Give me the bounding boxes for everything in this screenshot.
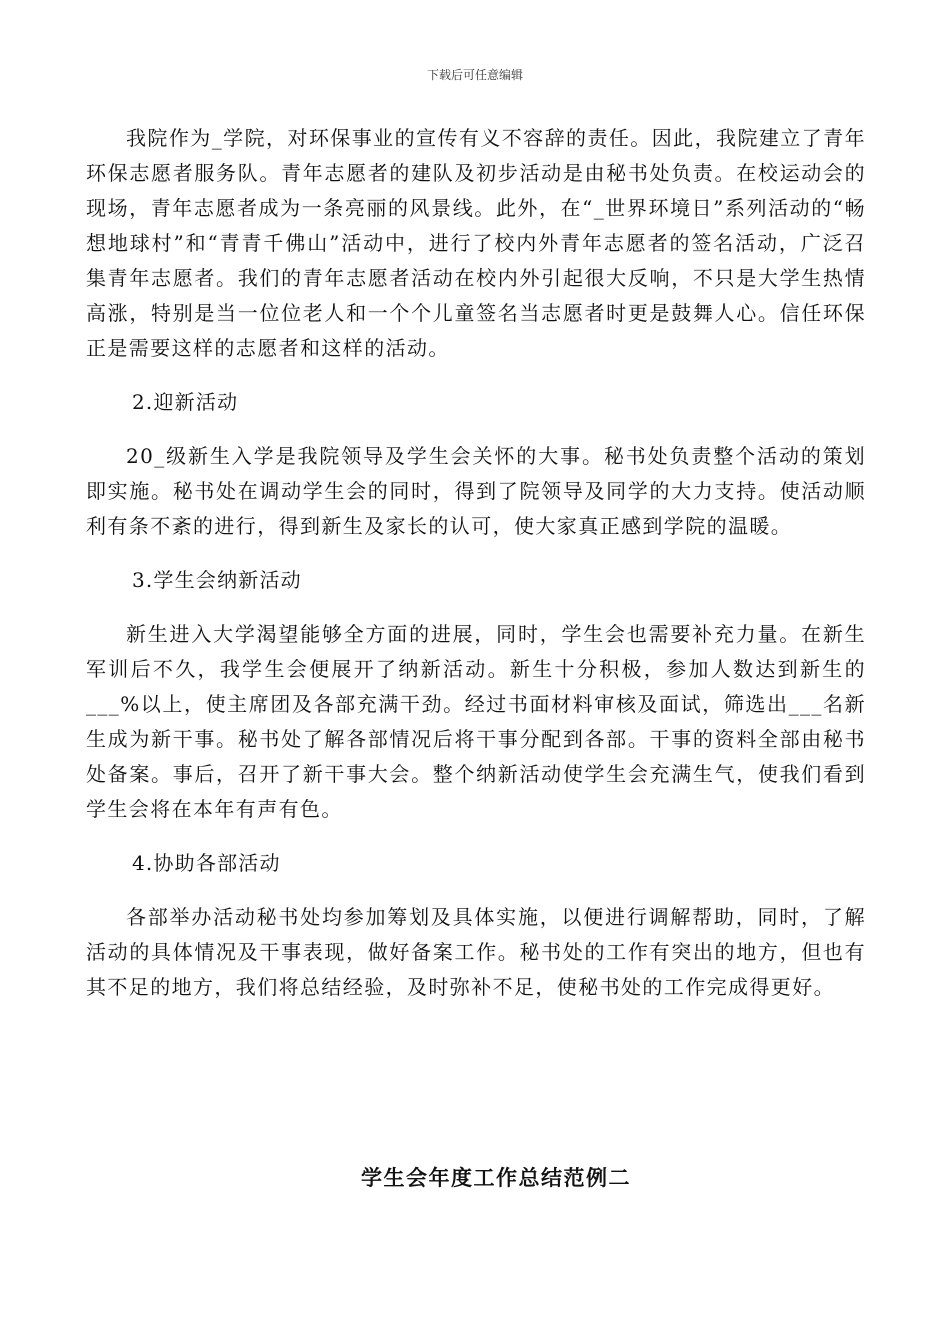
paragraph-welcome-activity: 20_级新生入学是我院领导及学生会关怀的大事。秘书处负责整个活动的策划即实施。秘书处在调动学生会的同时，得到了院领导及同学的大力支持。使活动顺利有条不紊的进行，得到新生及家长的认可，使大家真正感到学院的温暖。 xyxy=(86,444,866,538)
heading-recruitment: 3.学生会纳新活动 xyxy=(132,568,302,592)
heading-welcome-activity: 2.迎新活动 xyxy=(132,390,239,414)
paragraph-assist-departments: 各部举办活动秘书处均参加筹划及具体实施，以便进行调解帮助，同时，了解活动的具体情况及干事表现，做好备案工作。秘书处的工作有突出的地方，但也有其不足的地方，我们将总结经验，及时弥补不足，使秘书处的工作完成得更好。 xyxy=(86,905,866,999)
paragraph-volunteers: 我院作为_学院，对环保事业的宣传有义不容辞的责任。因此，我院建立了青年环保志愿者服务队。青年志愿者的建队及初步活动是由秘书处负责。在校运动会的现场，青年志愿者成为一条亮丽的风景线。此外，在“_世界环境日”系列活动的“畅想地球村”和“青青千佛山”活动中，进行了校内外青年志愿者的签名活动，广泛召集青年志愿者。我们的青年志愿者活动在校内外引起很大反响，不只是大学生热情高涨，特别是当一位位老人和一个个儿童签名当志愿者时更是鼓舞人心。信任环保正是需要这样的志愿者和这样的活动。 xyxy=(86,126,866,360)
section-title: 学生会年度工作总结范例二 xyxy=(361,1166,631,1190)
paragraph-recruitment: 新生进入大学渴望能够全方面的进展，同时，学生会也需要补充力量。在新生军训后不久，我学生会便展开了纳新活动。新生十分积极，参加人数达到新生的___%以上，使主席团及各部充满干劲。经过书面材料审核及面试，筛选出___名新生成为新干事。秘书处了解各部情况后将干事分配到各部。干事的资料全部由秘书处备案。事后，召开了新干事大会。整个纳新活动使学生会充满生气，使我们看到学生会将在本年有声有色。 xyxy=(86,622,866,821)
page-header-note: 下载后可任意编辑 xyxy=(426,68,523,82)
document-body xyxy=(86,121,866,1005)
heading-assist-departments: 4.协助各部活动 xyxy=(132,851,281,875)
